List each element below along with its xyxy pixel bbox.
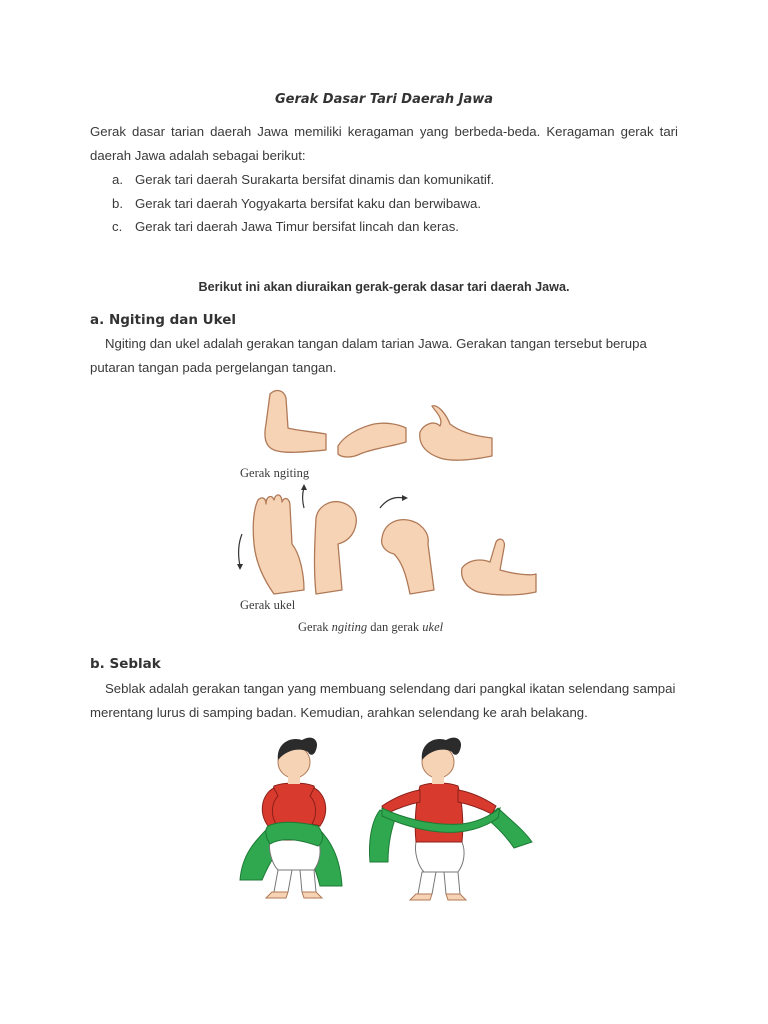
arrow-head-icon — [402, 495, 408, 501]
dancer-1 — [240, 738, 342, 898]
caption-part: ngiting — [331, 620, 368, 634]
ngiting-line-2: putaran tangan pada pergelangan tangan. — [90, 360, 337, 375]
list-item — [90, 168, 678, 192]
arrow-head-icon — [301, 484, 307, 490]
arrow-icon — [380, 497, 404, 508]
section-intro: Berikut ini akan diuraikan gerak-gerak dasar tari daerah Jawa. — [198, 280, 570, 294]
caption-ngiting: Gerak ngiting — [240, 466, 310, 480]
caption-part: ukel — [422, 620, 444, 634]
caption-part: dan gerak — [370, 620, 420, 634]
ngiting-line-1: Ngiting dan ukel adalah gerakan tangan dalam tarian Jawa. Gerakan tangan tersebut berupa — [105, 336, 647, 351]
page-title: Gerak Dasar Tari Daerah Jawa — [274, 92, 494, 107]
list-marker: a. — [112, 172, 123, 187]
ukel-hand-2 — [315, 502, 357, 594]
list-item — [90, 215, 678, 239]
list-text: Gerak tari daerah Yogyakarta bersifat kaku dan berwibawa. — [135, 195, 482, 211]
intro-line-2: daerah Jawa adalah sebagai berikut: — [90, 148, 306, 163]
list-item — [90, 192, 678, 216]
ukel-hand-1 — [253, 495, 304, 594]
caption-ukel: Gerak ukel — [240, 598, 296, 612]
caption-part: Gerak — [298, 620, 329, 634]
ngiting-hand-2 — [338, 423, 406, 457]
seblak-line-2: merentang lurus di samping badan. Kemudian, arahkan selendang ke arah belakang. — [90, 705, 588, 720]
intro-line-1: Gerak dasar tarian daerah Jawa memiliki keragaman yang berbeda-beda. Keragaman gerak tari — [90, 124, 678, 139]
heading-seblak: b. Seblak — [90, 656, 161, 672]
ngiting-hand-3 — [420, 406, 492, 460]
ukel-hand-4 — [462, 539, 536, 595]
ukel-hand-3 — [382, 520, 434, 594]
style-list — [90, 168, 678, 239]
list-text: Gerak tari daerah Jawa Timur bersifat lincah dan keras. — [135, 219, 459, 234]
heading-ngiting-ukel: a. Ngiting dan Ukel — [90, 312, 237, 328]
seblak-dancers-illustration — [232, 730, 538, 912]
arrow-icon — [239, 534, 242, 566]
list-marker: c. — [112, 219, 123, 234]
seblak-line-1: Seblak adalah gerakan tangan yang membuang selendang dari pangkal ikatan selendang sampai — [105, 681, 676, 696]
list-text: Gerak tari daerah Surakarta bersifat dinamis dan komunikatif. — [135, 172, 495, 187]
dancer-2 — [369, 738, 532, 900]
list-marker: b. — [112, 195, 123, 211]
ngiting-hand-1 — [265, 391, 326, 453]
arrow-icon — [303, 488, 305, 508]
figure-caption — [298, 620, 443, 635]
arrow-head-icon — [237, 564, 243, 570]
